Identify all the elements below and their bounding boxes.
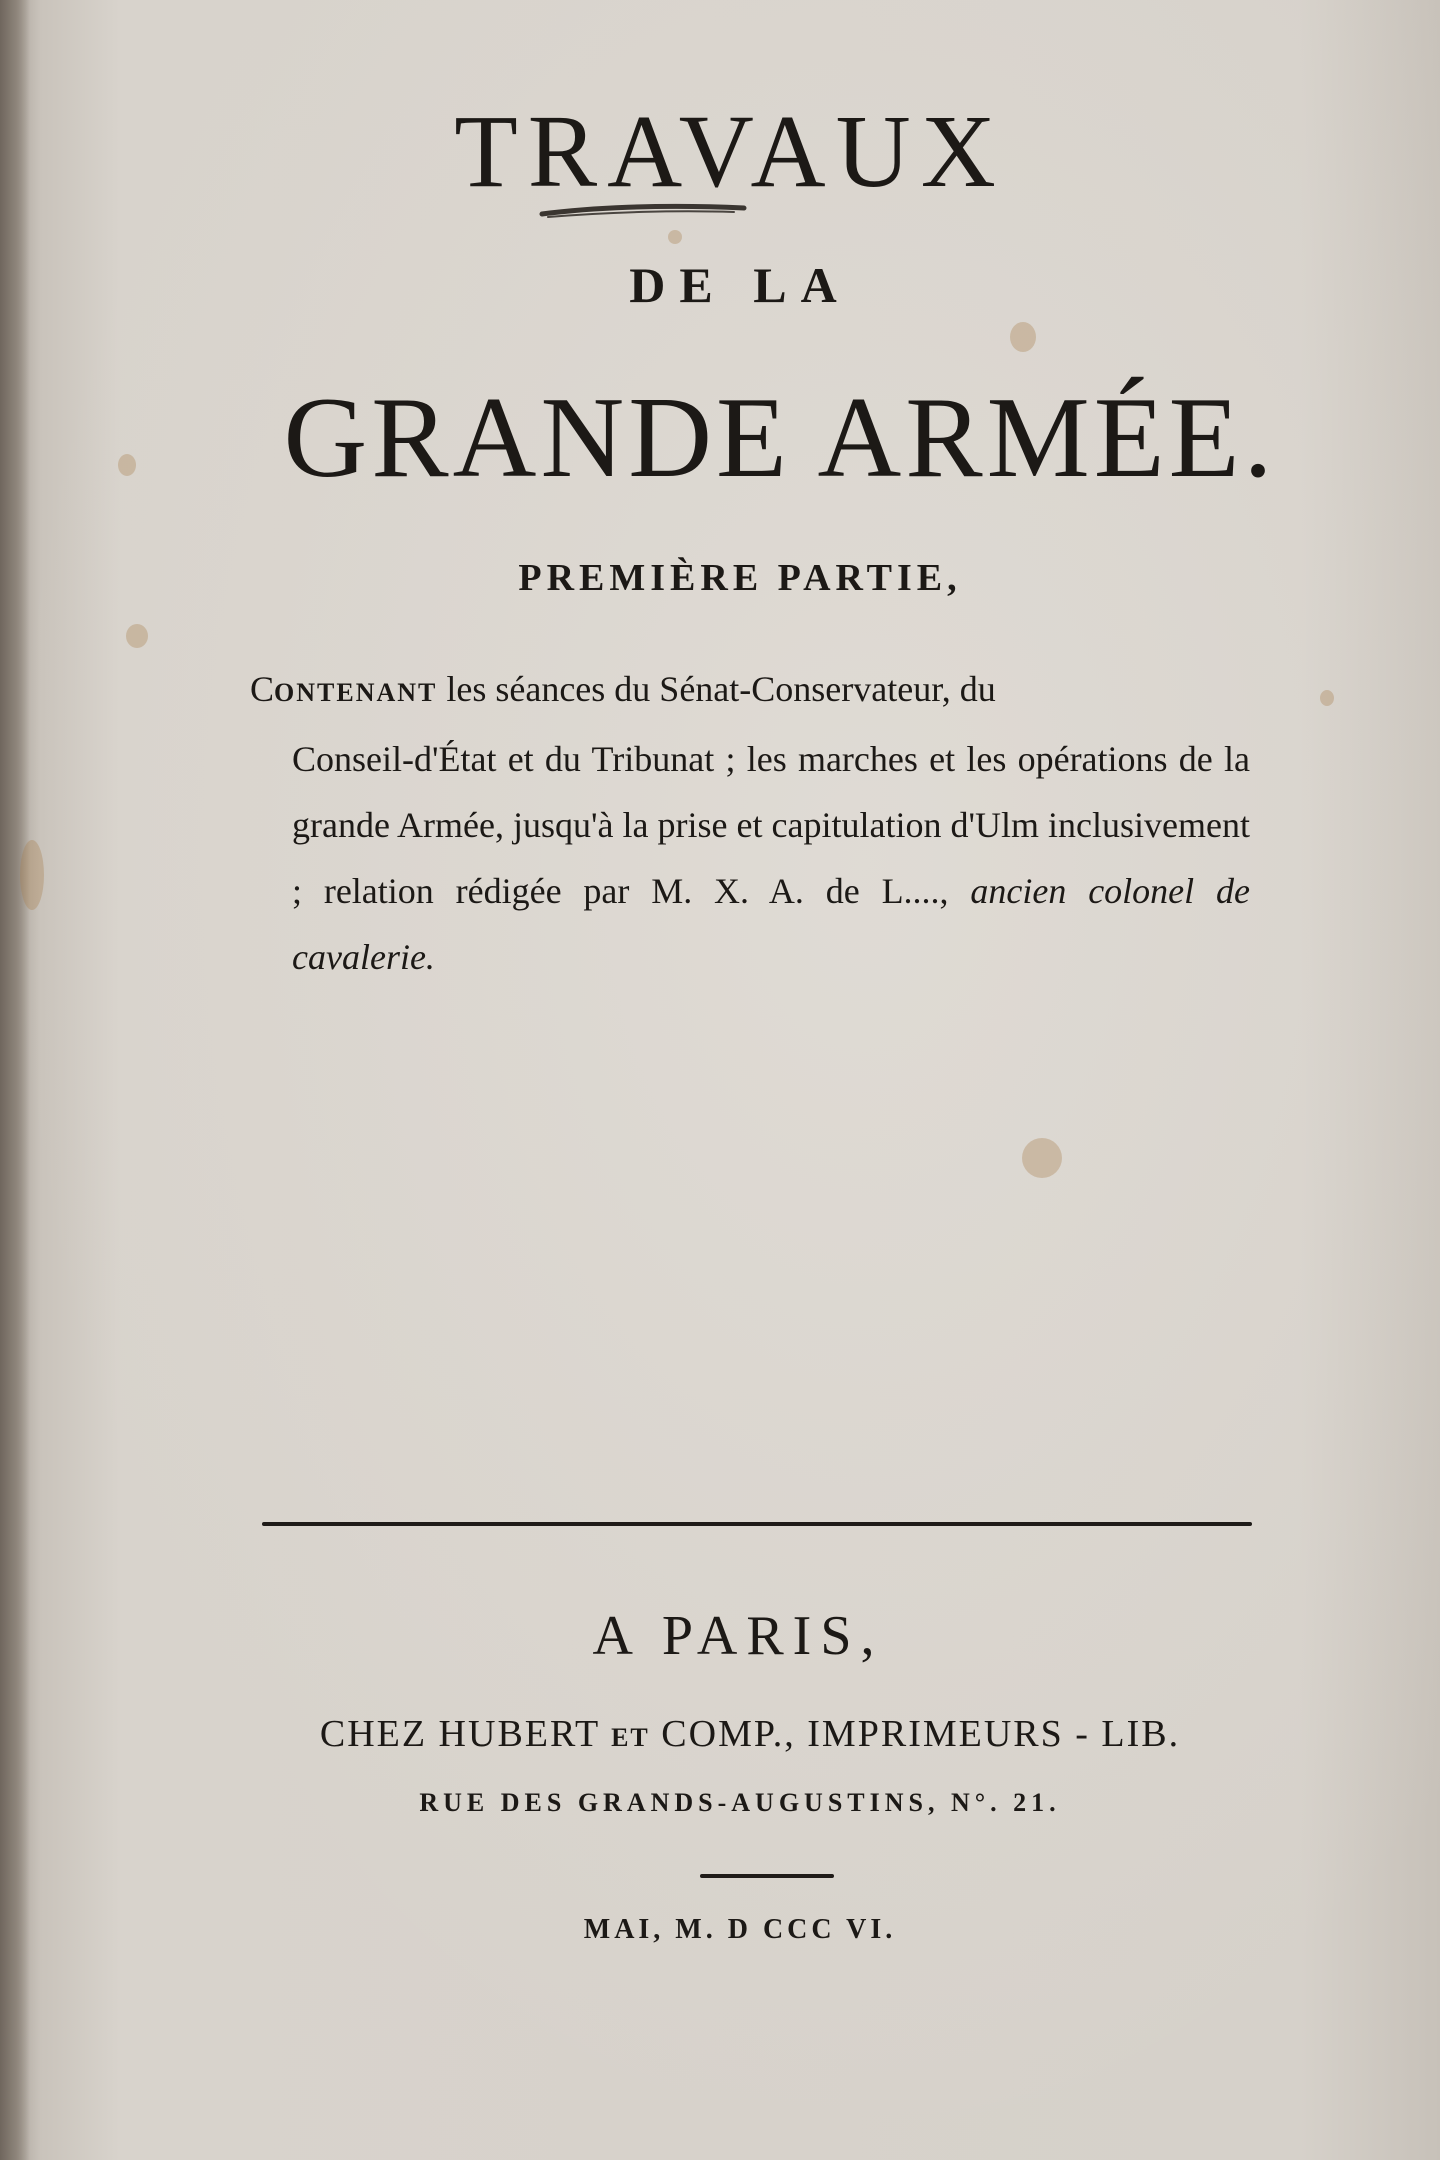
title-travaux: TRAVAUX — [454, 94, 1006, 209]
foxing-spot — [1010, 322, 1036, 352]
part-heading: PREMIÈRE PARTIE, — [518, 557, 962, 599]
description-body — [250, 726, 1250, 990]
small-divider-rule — [700, 1874, 834, 1878]
foxing-spot — [668, 230, 682, 244]
title-de-la: DE LA — [629, 257, 851, 313]
description-lead-initial: C — [250, 669, 275, 709]
description-first-line — [250, 656, 1250, 726]
divider-rule — [262, 1522, 1252, 1526]
title-grande-armee: GRANDE ARMÉE. — [283, 374, 1277, 502]
description-line1-rest: les séances du Sénat-Conservateur, du — [437, 669, 996, 709]
foxing-spot — [126, 624, 148, 648]
imprint-city: A PARIS, — [592, 1605, 884, 1667]
description-lead-smallcaps: ONTENANT — [274, 678, 438, 707]
pen-underline-mark — [538, 202, 748, 220]
description-body-text: Conseil-d'État et du Tribunat ; les marches et les opérations de la grande Armée, jusqu'à la prise et capitulation d'Ulm inclusivement ; relation rédigée par M. X. A. de L...., — [292, 739, 1250, 911]
page-spine-edge — [0, 0, 30, 2160]
imprint-address: RUE DES GRANDS-AUGUSTINS, N°. 21. — [419, 1788, 1061, 1817]
imprint-date: MAI, M. D CCC VI. — [583, 1914, 897, 1945]
contents-description — [250, 656, 1250, 990]
foxing-spot — [1320, 690, 1334, 706]
foxing-spot — [20, 840, 44, 910]
description-italic-tail: ancien colonel de cavalerie. — [292, 871, 1250, 977]
imprint-publisher — [0, 1712, 1440, 1756]
publisher-part1: CHEZ HUBERT — [319, 1713, 612, 1755]
foxing-spot — [1022, 1138, 1062, 1178]
publisher-part2: COMP., IMPRIMEURS - LIB. — [649, 1713, 1181, 1755]
publisher-et: ET — [611, 1723, 650, 1752]
